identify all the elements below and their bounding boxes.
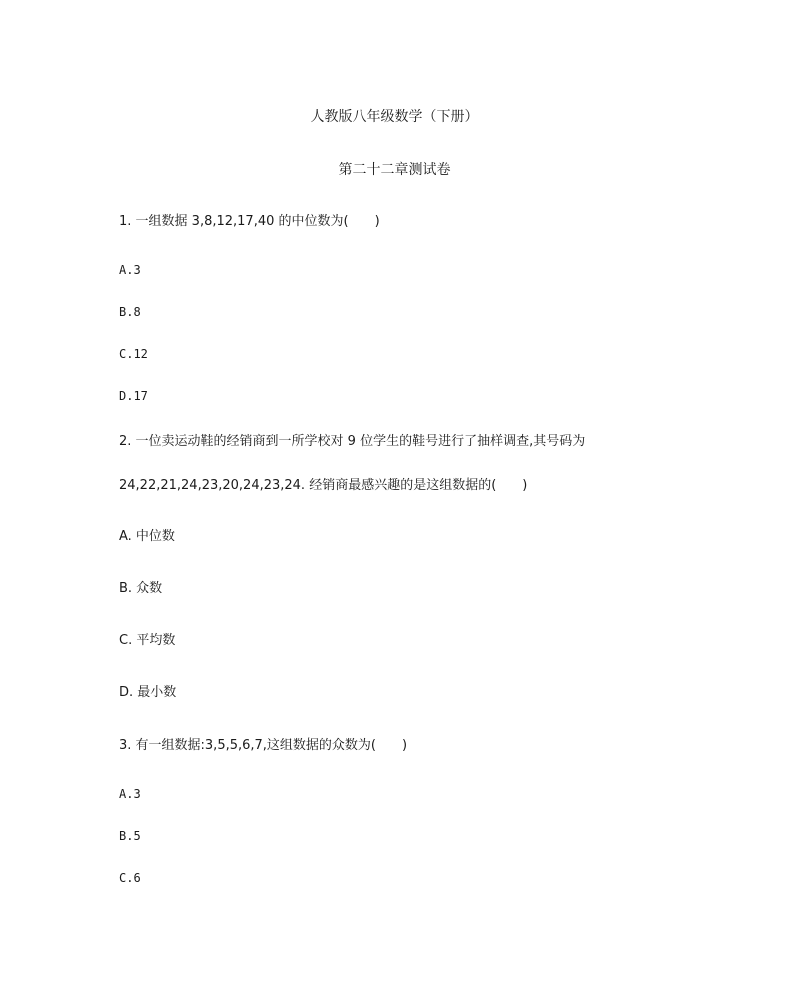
question-1-option-d: D.17 xyxy=(119,389,148,403)
question-2-stem-line-2: 24,22,21,24,23,20,24,23,24. 经销商最感兴趣的是这组数据的( ) xyxy=(119,478,528,493)
question-3-option-a: A.3 xyxy=(119,787,141,801)
question-2-option-a: A. 中位数 xyxy=(119,529,175,544)
question-2-option-d: D. 最小数 xyxy=(119,685,177,700)
question-3-option-c: C.6 xyxy=(119,871,141,885)
question-1-option-c: C.12 xyxy=(119,347,148,361)
document-title: 人教版八年级数学（下册） xyxy=(310,109,479,125)
question-2-stem-line-1: 2. 一位卖运动鞋的经销商到一所学校对 9 位学生的鞋号进行了抽样调查,其号码为 xyxy=(119,434,586,449)
question-2-option-b: B. 众数 xyxy=(119,581,163,596)
question-1-option-a: A.3 xyxy=(119,263,141,277)
question-2-option-c: C. 平均数 xyxy=(119,633,176,648)
chapter-title: 第二十二章测试卷 xyxy=(338,162,451,178)
question-1-option-b: B.8 xyxy=(119,305,141,319)
question-1-stem: 1. 一组数据 3,8,12,17,40 的中位数为( ) xyxy=(119,214,380,229)
question-3-option-b: B.5 xyxy=(119,829,141,843)
question-3-stem: 3. 有一组数据:3,5,5,6,7,这组数据的众数为( ) xyxy=(119,738,408,753)
